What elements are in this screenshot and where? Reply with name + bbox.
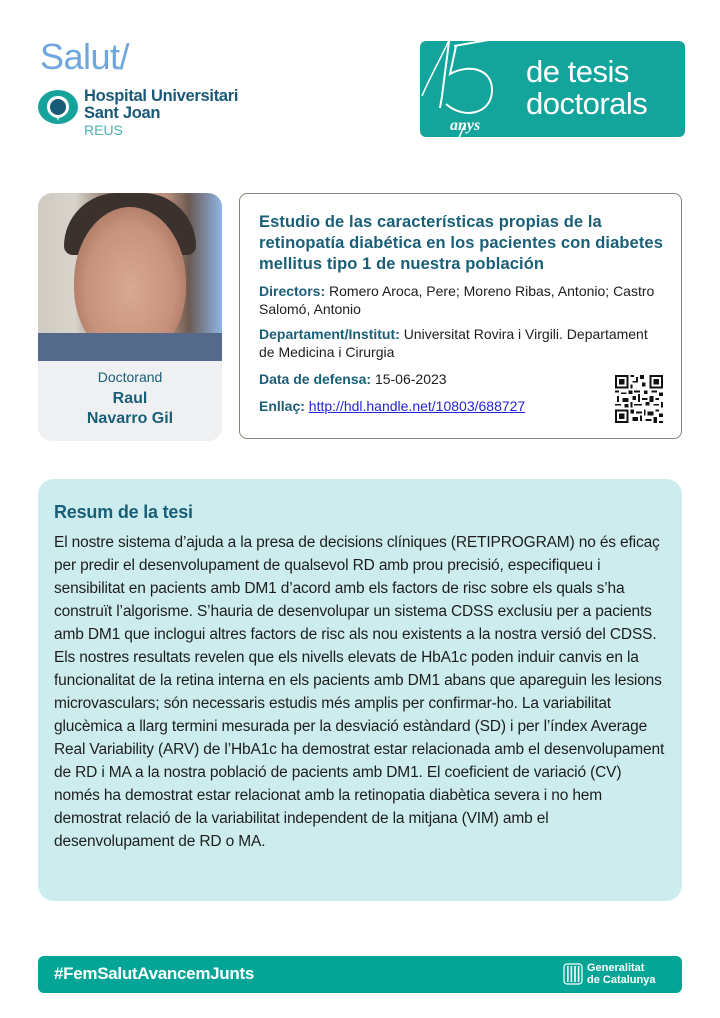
department-value: Universitat Rovira i Virgili. Departament de Medicina i Cirurgia [259, 326, 648, 360]
thesis-summary [38, 479, 682, 901]
directors-label: Directors: [259, 283, 326, 299]
thesis-link[interactable]: http://hdl.handle.net/10803/688727 [308, 398, 526, 414]
defense-date: 15-06-2023 [374, 371, 447, 387]
svg-text:anys: anys [450, 117, 481, 134]
hashtag: #FemSalutAvancemJunts [54, 964, 254, 983]
thesis-title: Estudio de las características propias de la retinopatía diabética en los pacientes con diabetes mellitus tipo 1 de nuestra población [259, 213, 663, 273]
defense-row [259, 370, 663, 388]
doctorand-label: Doctorand [97, 369, 163, 385]
doctorand-first-name: Raul [112, 390, 148, 407]
footer-banner [38, 956, 682, 993]
campaign-logo-text [526, 56, 647, 120]
doctorand-info [38, 361, 222, 441]
doctorand-card [38, 193, 222, 441]
thesis-info-box [239, 193, 682, 439]
defense-label: Data de defensa: [259, 371, 372, 387]
summary-text: El nostre sistema d’ajuda a la presa de decisions clíniques (RETIPROGRAM) no és eficaç per predir el desenvolupament de qualsevol RD amb prou precisió, especifiqueu i sensibilitat en pacients amb DM1 d’acord amb els factors de risc sobre els quals s’ha construït l’algorisme. S’hauria de desenvolupar un sistema CDSS exclusiu per a pacients amb DM1 que inclogui altres factors de risc als nou existents a la nostra versió del CDSS. Els nostres resultats revelen que els nivells elevats de HbA1c poden induir canvis en la funcionalitat de la retina interna en els pacients amb DM1 abans que apareguin les lesions microvasculars; són necessaris estudis més amplis per confirmar-ho. La variabilitat glucèmica a llarg termini mesurada per la desviació estàndard (SD) i per l’índex Average Real Variability (ARV) de l’HbA1c ha demostrat estar relacionada amb el desenvolupament de RD i MA a la nostra població de pacients amb DM1. El coeficient de variació (CV) només ha demostrat estar relacionat amb la retinopatia diabètica severa i no hem demostrat relació de la variabilitat independent de la mitjana (VIM) amb el desenvolupament de RD o MA. [54, 534, 665, 850]
salut-logo: Salut/ [40, 36, 130, 77]
campaign-line2: doctorals [526, 86, 648, 121]
directors-value: Romero Aroca, Pere; Moreno Ribas, Antonio; Castro Salomó, Antonio [259, 283, 655, 317]
generalitat-line2: de Catalunya [587, 974, 656, 986]
photo-sweater [38, 333, 222, 361]
doctorand-photo [38, 193, 222, 361]
generalitat-line1: Generalitat [587, 962, 645, 974]
hospital-name-line1: Hospital Universitari [84, 87, 239, 105]
link-label: Enllaç: [259, 398, 305, 414]
generalitat-logo [563, 962, 655, 986]
generalitat-emblem-icon [563, 963, 583, 985]
directors-row [259, 282, 663, 318]
qr-code-icon[interactable] [615, 375, 663, 423]
link-row [259, 397, 663, 415]
hospital-logo [38, 88, 238, 138]
hospital-city: REUS [84, 122, 123, 138]
campaign-line1: de tesis [526, 54, 629, 89]
hospital-eye-logo-icon [38, 89, 78, 125]
summary-title: Resum de la tesi [54, 502, 193, 522]
hospital-name-line2: Sant Joan [84, 104, 161, 122]
department-row [259, 325, 663, 361]
doctorand-last-name: Navarro Gil [86, 410, 174, 427]
department-label: Departament/Institut: [259, 326, 400, 342]
fifteen-years-logo-icon [420, 26, 540, 156]
